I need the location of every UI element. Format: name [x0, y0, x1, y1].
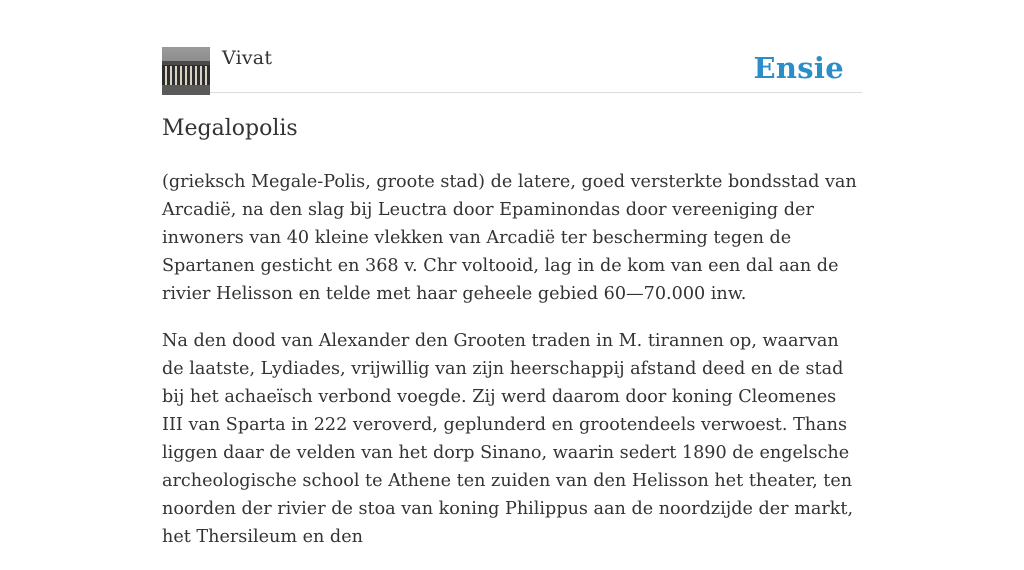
page-title: Megalopolis	[162, 116, 298, 141]
paragraph: Na den dood van Alexander den Grooten traden in M. tirannen op, waarvan de laatste, Lydiades, vrijwillig van zijn heerschappij afstand deed en de stad bij het achaeïsch verbond voegde. Zij werd daarom door koning Cleomenes III van Sparta in 222 veroverd, geplunderd en grootendeels verwoest. Thans liggen daar de velden van het dorp Sinano, waarin sedert 1890 de engelsche archeologische school te Athene ten zuiden van den Helisson het theater, ten noorden der rivier de stoa van koning Philippus aan de noordzijde der markt, het Thersileum en den	[162, 331, 854, 547]
brand-logo[interactable]: Ensie	[753, 51, 844, 85]
avatar[interactable]	[162, 47, 210, 95]
avatar-image-icon	[162, 47, 210, 95]
article-body	[162, 168, 862, 570]
header	[162, 46, 862, 93]
paragraph: (grieksch Megale-Polis, groote stad) de latere, goed versterkte bondsstad van Arcadië, na den slag bij Leuctra door Epaminondas door vereeniging der inwoners van 40 kleine vlekken van Arcadië ter bescherming tegen de Spartanen gesticht en 368 v. Chr voltooid, lag in de kom van een dal aan de rivier Helisson en telde met haar geheele gebied 60—70.000 inw.	[162, 172, 857, 304]
author-name[interactable]: Vivat	[222, 47, 273, 69]
